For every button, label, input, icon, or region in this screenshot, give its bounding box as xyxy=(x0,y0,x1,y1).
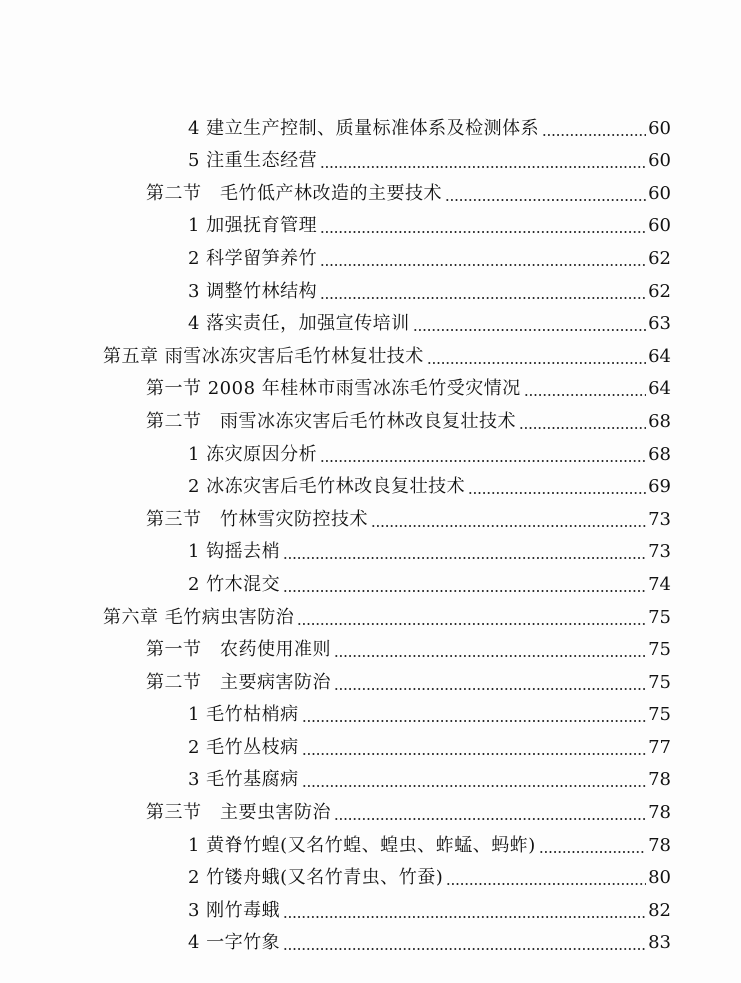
toc-entry xyxy=(0,827,741,860)
toc-dot-leader xyxy=(297,623,646,625)
toc-entry xyxy=(0,892,741,925)
toc-entry-page-number: 83 xyxy=(648,932,671,954)
toc-entry xyxy=(0,925,741,958)
toc-entry-title: 1 冻灾原因分析 xyxy=(188,443,318,465)
toc-entry-page-number: 75 xyxy=(648,704,671,726)
toc-entry-page-number: 68 xyxy=(648,410,671,432)
toc-entry xyxy=(0,403,741,436)
toc-entry xyxy=(0,175,741,208)
toc-entry-title: 3 毛竹基腐病 xyxy=(188,769,299,791)
toc-entry-page-number: 78 xyxy=(648,802,671,824)
toc-entry-page-number: 75 xyxy=(648,671,671,693)
toc-entry xyxy=(0,599,741,632)
table-of-contents xyxy=(0,110,741,957)
toc-entry-title: 2 冰冻灾害后毛竹林改良复壮技术 xyxy=(188,476,466,498)
toc-entry xyxy=(0,143,741,176)
toc-entry xyxy=(0,534,741,567)
toc-dot-leader xyxy=(320,297,646,299)
toc-dot-leader xyxy=(320,264,646,266)
toc-entry xyxy=(0,273,741,306)
toc-dot-leader xyxy=(413,329,646,331)
toc-entry xyxy=(0,632,741,665)
toc-entry-page-number: 63 xyxy=(648,313,671,335)
toc-entry-title: 第二节 主要病害防治 xyxy=(146,671,331,693)
toc-entry-page-number: 78 xyxy=(648,834,671,856)
toc-entry-page-number: 73 xyxy=(648,541,671,563)
toc-dot-leader xyxy=(334,655,646,657)
toc-entry-title: 2 竹镂舟蛾(又名竹青虫、竹蚕) xyxy=(188,867,444,889)
toc-entry xyxy=(0,240,741,273)
toc-entry-title: 5 注重生态经营 xyxy=(188,150,318,172)
toc-entry-page-number: 75 xyxy=(648,639,671,661)
toc-entry xyxy=(0,110,741,143)
toc-entry-title: 3 调整竹林结构 xyxy=(188,280,318,302)
toc-entry-page-number: 64 xyxy=(648,345,671,367)
toc-entry-title: 第一节 农药使用准则 xyxy=(146,639,331,661)
toc-entry-page-number: 69 xyxy=(648,476,671,498)
toc-entry xyxy=(0,566,741,599)
toc-dot-leader xyxy=(283,916,646,918)
toc-entry-title: 第五章 雨雪冰冻灾害后毛竹林复壮技术 xyxy=(103,345,424,367)
toc-entry-page-number: 60 xyxy=(648,150,671,172)
toc-entry-title: 4 一字竹象 xyxy=(188,932,281,954)
toc-dot-leader xyxy=(519,427,646,429)
toc-entry-page-number: 60 xyxy=(648,215,671,237)
toc-entry-page-number: 68 xyxy=(648,443,671,465)
toc-dot-leader xyxy=(446,883,646,885)
toc-entry-page-number: 74 xyxy=(648,573,671,595)
toc-entry-title: 2 科学留笋养竹 xyxy=(188,247,318,269)
toc-entry-page-number: 60 xyxy=(648,182,671,204)
toc-dot-leader xyxy=(320,231,646,233)
toc-entry-title: 第三节 主要虫害防治 xyxy=(146,802,331,824)
toc-entry-page-number: 64 xyxy=(648,378,671,400)
toc-dot-leader xyxy=(445,199,646,201)
toc-entry xyxy=(0,664,741,697)
toc-dot-leader xyxy=(524,394,646,396)
toc-entry-title: 第二节 雨雪冰冻灾害后毛竹林改良复壮技术 xyxy=(146,410,516,432)
toc-entry-title: 第六章 毛竹病虫害防治 xyxy=(103,606,295,628)
toc-entry-page-number: 77 xyxy=(648,736,671,758)
toc-entry-title: 3 刚竹毒蛾 xyxy=(188,899,281,921)
toc-entry-page-number: 62 xyxy=(648,247,671,269)
toc-dot-leader xyxy=(302,720,646,722)
toc-dot-leader xyxy=(283,590,646,592)
toc-entry-page-number: 78 xyxy=(648,769,671,791)
toc-entry xyxy=(0,371,741,404)
toc-dot-leader xyxy=(302,753,646,755)
toc-entry-page-number: 73 xyxy=(648,508,671,530)
toc-entry-title: 2 毛竹丛枝病 xyxy=(188,736,299,758)
toc-dot-leader xyxy=(542,134,646,136)
toc-dot-leader xyxy=(468,492,646,494)
toc-dot-leader xyxy=(371,525,646,527)
toc-entry-title: 第三节 竹林雪灾防控技术 xyxy=(146,508,368,530)
toc-entry-page-number: 80 xyxy=(648,867,671,889)
toc-entry xyxy=(0,306,741,339)
toc-entry-title: 第一节 2008 年桂林市雨雪冰冻毛竹受灾情况 xyxy=(146,378,521,400)
toc-dot-leader xyxy=(283,557,646,559)
toc-entry-title: 2 竹木混交 xyxy=(188,573,281,595)
toc-dot-leader xyxy=(320,166,646,168)
toc-dot-leader xyxy=(283,948,646,950)
toc-dot-leader xyxy=(334,688,646,690)
toc-dot-leader xyxy=(302,785,646,787)
toc-entry xyxy=(0,762,741,795)
toc-entry-title: 1 毛竹枯梢病 xyxy=(188,704,299,726)
toc-dot-leader xyxy=(539,851,646,853)
toc-dot-leader xyxy=(427,362,646,364)
toc-entry xyxy=(0,436,741,469)
toc-entry-title: 4 建立生产控制、质量标准体系及检测体系 xyxy=(188,117,540,139)
toc-dot-leader xyxy=(320,460,646,462)
toc-entry xyxy=(0,729,741,762)
toc-entry-title: 第二节 毛竹低产林改造的主要技术 xyxy=(146,182,442,204)
toc-entry-title: 1 加强抚育管理 xyxy=(188,215,318,237)
toc-entry xyxy=(0,697,741,730)
toc-entry-page-number: 75 xyxy=(648,606,671,628)
toc-entry xyxy=(0,794,741,827)
toc-entry xyxy=(0,208,741,241)
toc-dot-leader xyxy=(334,818,646,820)
toc-entry xyxy=(0,860,741,893)
toc-entry-page-number: 60 xyxy=(648,117,671,139)
toc-entry-title: 1 黄脊竹蝗(又名竹蝗、蝗虫、蚱蜢、蚂蚱) xyxy=(188,834,536,856)
toc-entry-page-number: 82 xyxy=(648,899,671,921)
toc-entry-title: 4 落实责任，加强宣传培训 xyxy=(188,313,410,335)
toc-entry-title: 1 钩摇去梢 xyxy=(188,541,281,563)
toc-entry-page-number: 62 xyxy=(648,280,671,302)
toc-entry xyxy=(0,338,741,371)
toc-entry xyxy=(0,469,741,502)
toc-entry xyxy=(0,501,741,534)
